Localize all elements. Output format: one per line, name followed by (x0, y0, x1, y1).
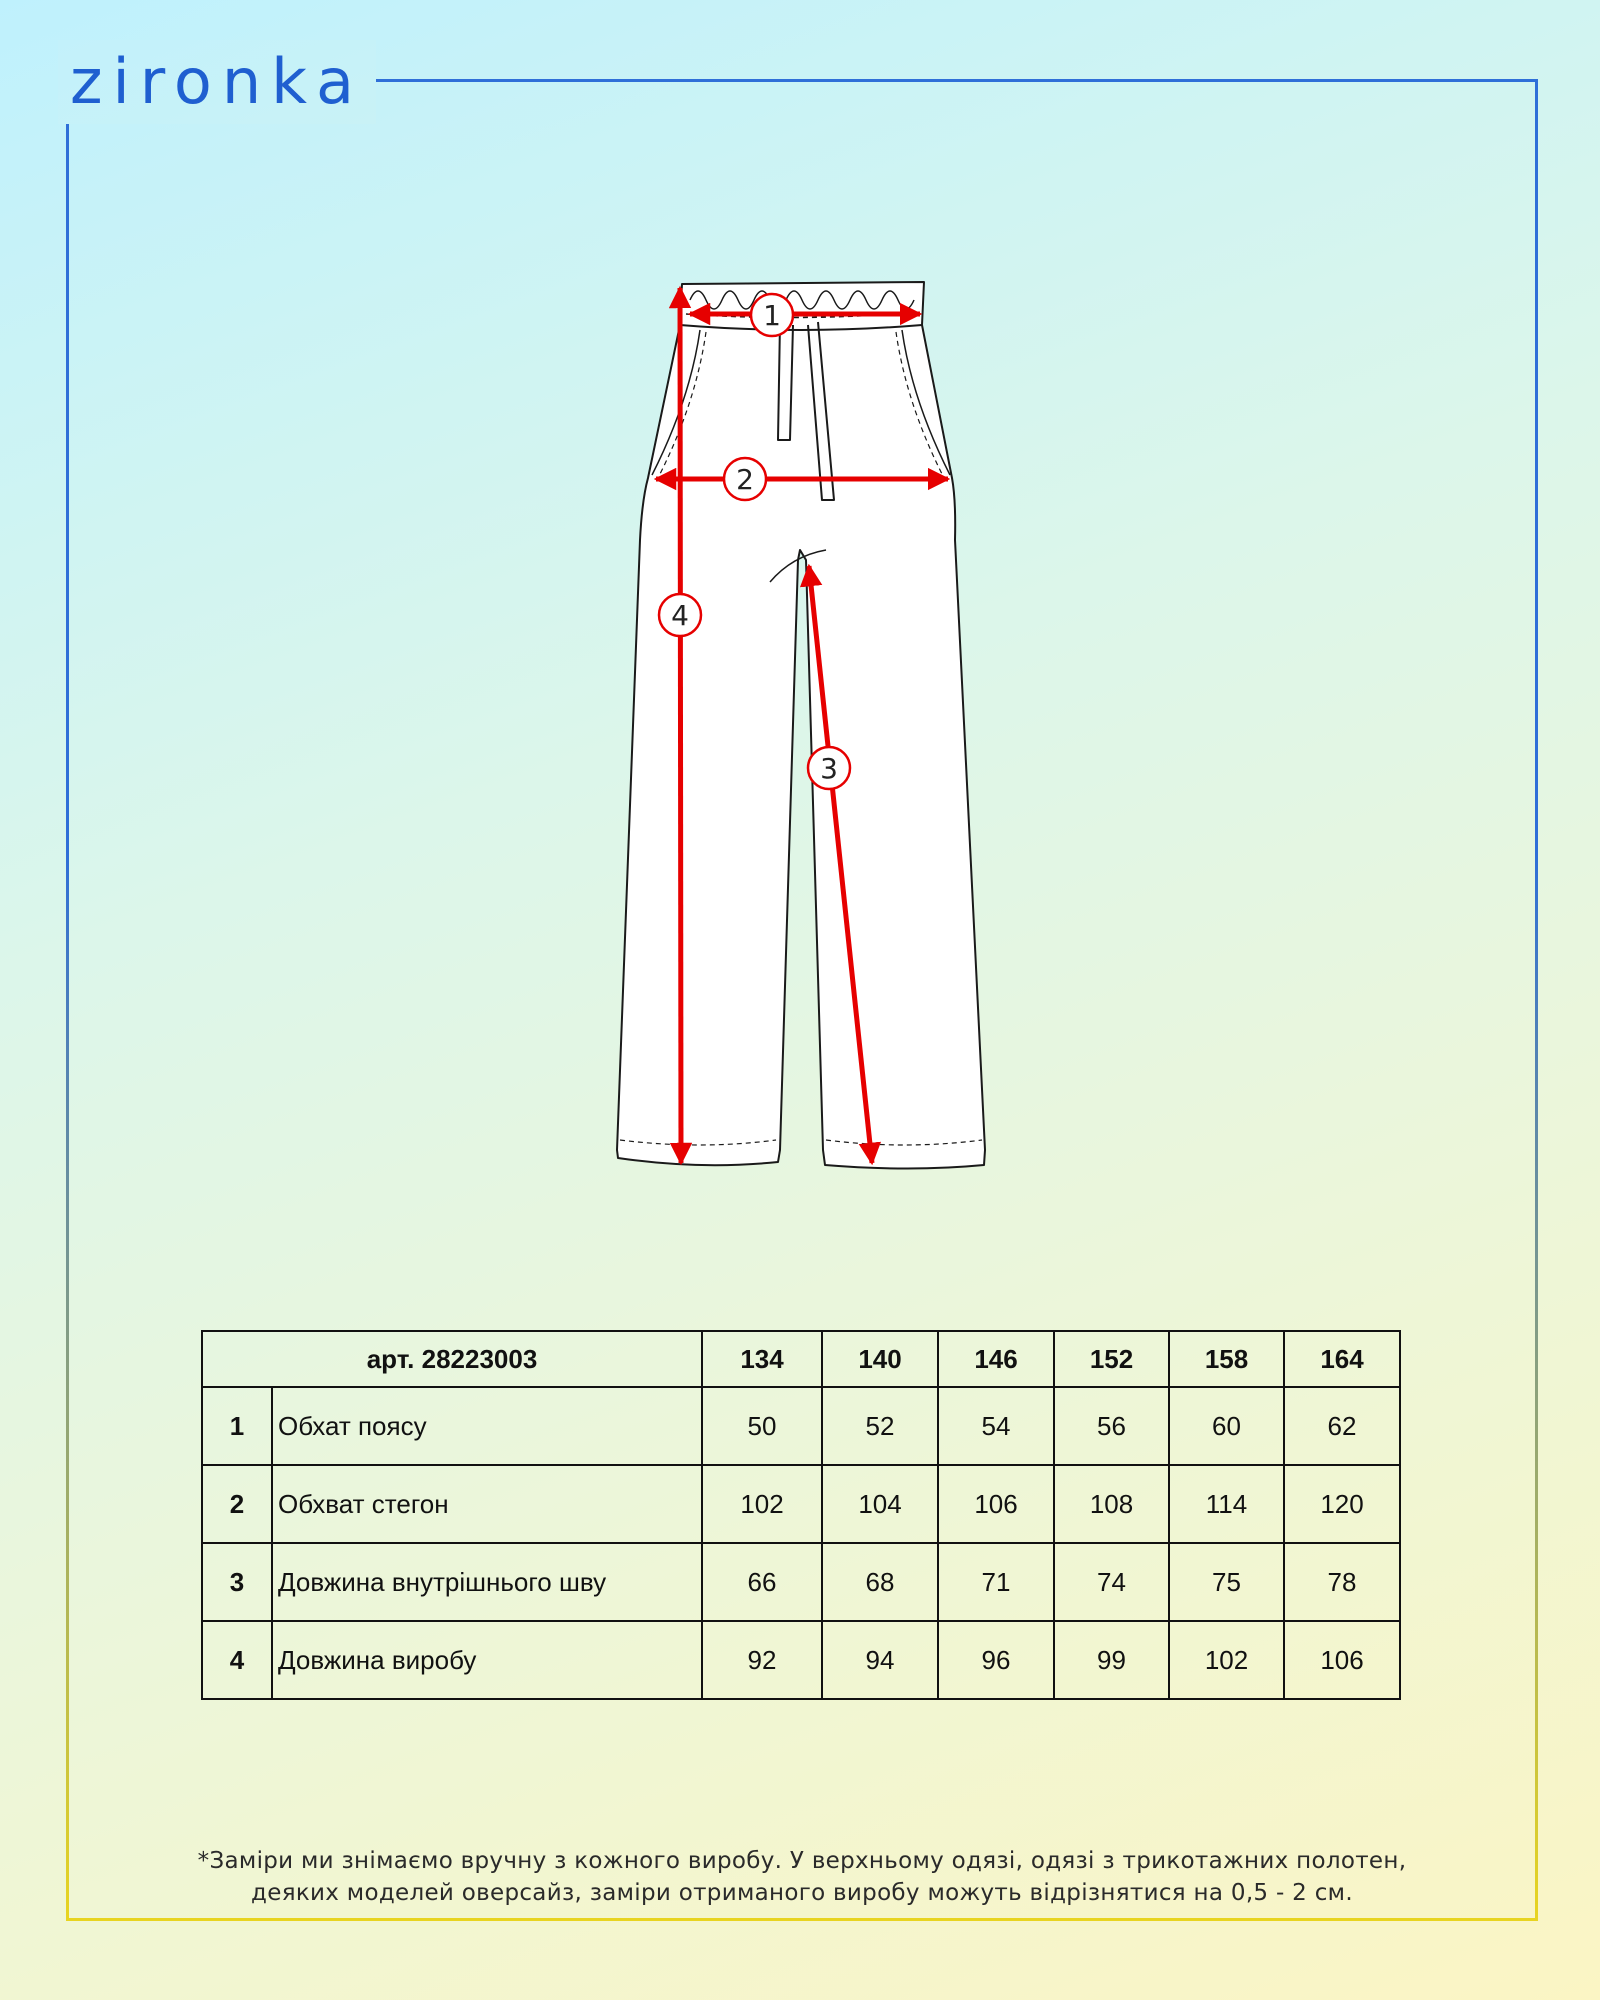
row-number: 2 (202, 1465, 272, 1543)
table-cell: 92 (702, 1621, 822, 1699)
marker-4 (659, 594, 701, 636)
article-number: арт. 28223003 (202, 1331, 702, 1387)
table-cell: 74 (1054, 1543, 1169, 1621)
table-cell: 96 (938, 1621, 1054, 1699)
table-cell: 60 (1169, 1387, 1284, 1465)
size-header: 140 (822, 1331, 938, 1387)
length-arrow (680, 288, 681, 1163)
table-cell: 94 (822, 1621, 938, 1699)
table-cell: 50 (702, 1387, 822, 1465)
row-label: Довжина внутрішнього шву (272, 1543, 702, 1621)
row-number: 3 (202, 1543, 272, 1621)
row-label: Обхат поясу (272, 1387, 702, 1465)
table-cell: 102 (702, 1465, 822, 1543)
table-cell: 114 (1169, 1465, 1284, 1543)
table-cell: 106 (1284, 1621, 1400, 1699)
table-cell: 68 (822, 1543, 938, 1621)
table-cell: 120 (1284, 1465, 1400, 1543)
row-label: Довжина виробу (272, 1621, 702, 1699)
size-header: 146 (938, 1331, 1054, 1387)
size-header: 164 (1284, 1331, 1400, 1387)
svg-text:2: 2 (736, 463, 754, 496)
table-cell: 108 (1054, 1465, 1169, 1543)
table-cell: 54 (938, 1387, 1054, 1465)
row-label: Обхват стегон (272, 1465, 702, 1543)
size-table (201, 1330, 1401, 1700)
table-row (202, 1621, 1400, 1699)
table-cell: 66 (702, 1543, 822, 1621)
size-header: 152 (1054, 1331, 1169, 1387)
measurement-footnote (66, 1845, 1538, 1909)
svg-text:3: 3 (820, 752, 838, 785)
size-header: 158 (1169, 1331, 1284, 1387)
row-number: 1 (202, 1387, 272, 1465)
svg-text:4: 4 (671, 599, 689, 632)
table-header-row (202, 1331, 1400, 1387)
footnote-line-2: деяких моделей оверсайз, заміри отриманого виробу можуть відрізнятися на 0,5 - 2 см. (251, 1880, 1353, 1906)
table-cell: 104 (822, 1465, 938, 1543)
table-row (202, 1543, 1400, 1621)
table-cell: 78 (1284, 1543, 1400, 1621)
pants-sketch (617, 282, 985, 1169)
footnote-line-1: *Заміри ми знімаємо вручну з кожного виробу. У верхньому одязі, одязі з трикотажних полотен, (197, 1848, 1407, 1874)
table-cell: 71 (938, 1543, 1054, 1621)
table-cell: 106 (938, 1465, 1054, 1543)
table-cell: 62 (1284, 1387, 1400, 1465)
size-header: 134 (702, 1331, 822, 1387)
table-cell: 99 (1054, 1621, 1169, 1699)
row-number: 4 (202, 1621, 272, 1699)
table-cell: 75 (1169, 1543, 1284, 1621)
brand-logo: zironka (58, 40, 376, 124)
table-cell: 52 (822, 1387, 938, 1465)
table-row (202, 1387, 1400, 1465)
table-cell: 102 (1169, 1621, 1284, 1699)
marker-1 (751, 294, 793, 336)
table-cell: 56 (1054, 1387, 1169, 1465)
marker-2 (724, 458, 766, 500)
table-row (202, 1465, 1400, 1543)
marker-3 (808, 747, 850, 789)
svg-text:1: 1 (763, 299, 781, 332)
